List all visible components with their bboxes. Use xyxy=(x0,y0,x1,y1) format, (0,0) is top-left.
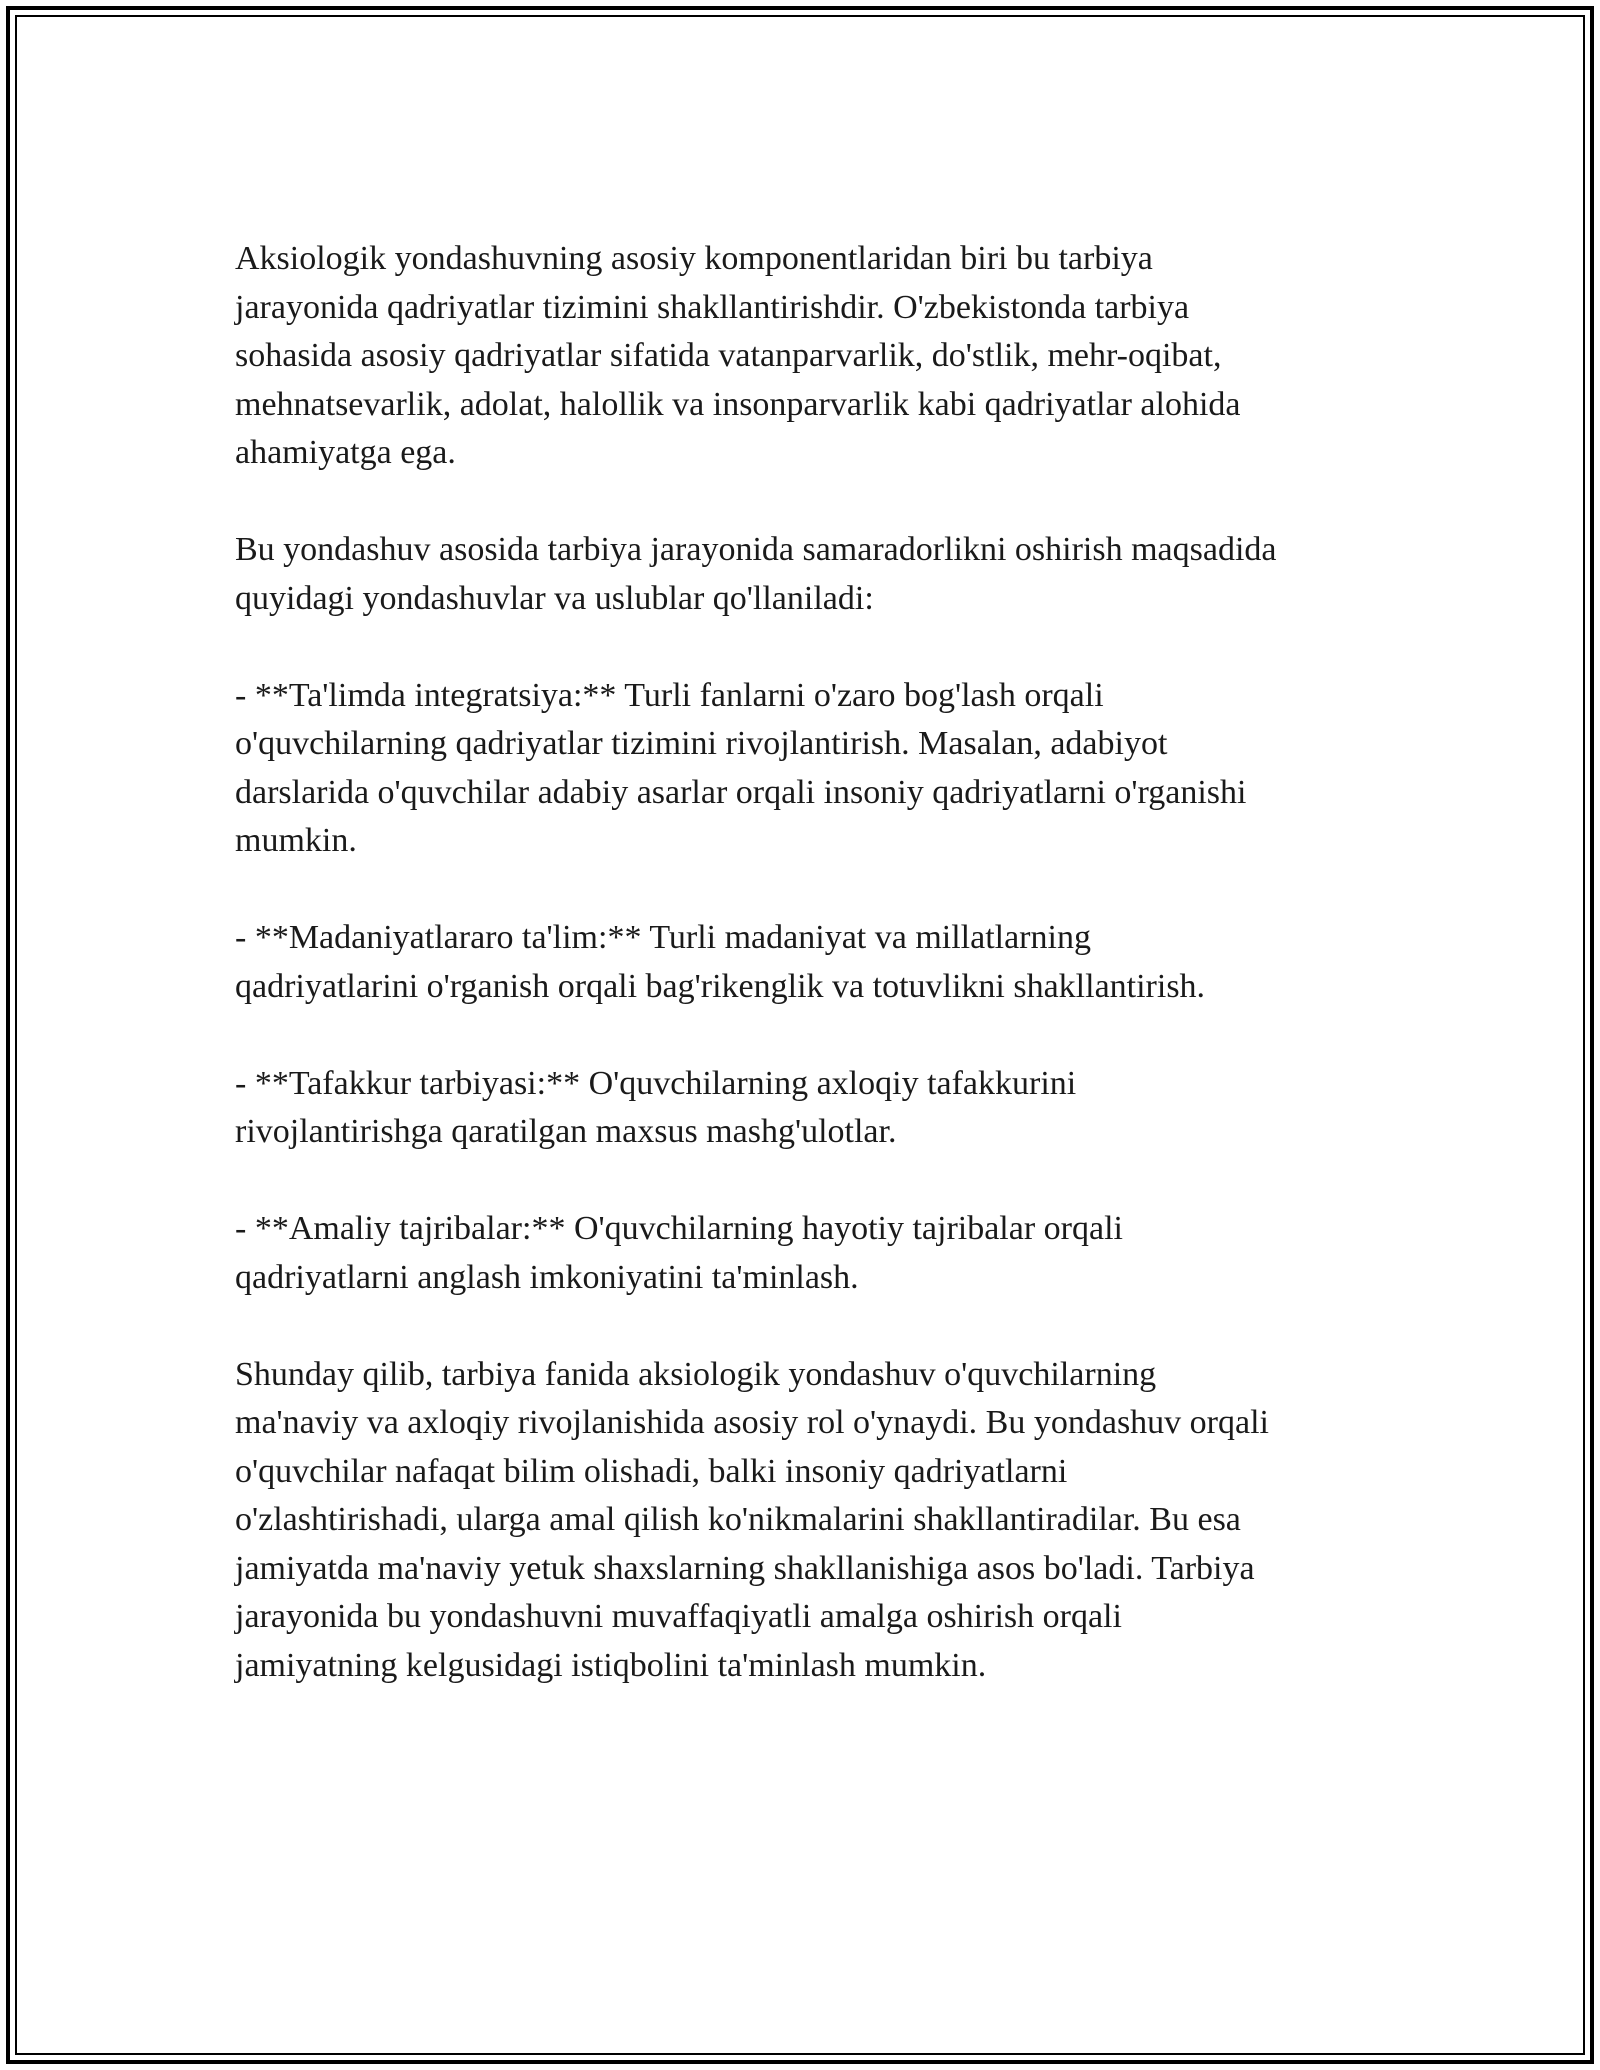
paragraph-approaches-lead: Bu yondashuv asosida tarbiya jarayonida samaradorlikni oshirish maqsadida quyidagi yondashuvlar va uslublar qo'llaniladi: xyxy=(235,531,1277,617)
list-item-integration: - **Ta'limda integratsiya:** Turli fanlarni o'zaro bog'lash orqali o'quvchilarning qadriyatlar tizimini rivojlantirish. Masalan, adabiyot darslarida o'quvchilar adabiy asarlar orqali insoniy qadriyatlarni o'rganishi mumkin. xyxy=(235,676,1247,859)
list-item-intercultural: - **Madaniyatlararo ta'lim:** Turli madaniyat va millatlarning qadriyatlarini o'rganish orqali bag'rikenglik va totuvlikni shakllantirish. xyxy=(235,919,1206,1005)
paragraph-intro: Aksiologik yondashuvning asosiy komponentlaridan biri bu tarbiya jarayonida qadriyatlar tizimini shakllantirishdir. O'zbekistonda tarbiya sohasida asosiy qadriyatlar sifatida vatanparvarlik, do'stlik, mehr-oqibat, mehnatsevarlik, adolat, halollik va insonparvarlik kabi qadriyatlar alohida ahamiyatga ega. xyxy=(235,240,1241,471)
list-item-thinking: - **Tafakkur tarbiyasi:** O'quvchilarning axloqiy tafakkurini rivojlantirishga qaratilgan maxsus mashg'ulotlar. xyxy=(235,1064,1077,1150)
paragraph-conclusion: Shunday qilib, tarbiya fanida aksiologik yondashuv o'quvchilarning ma'naviy va axloqiy rivojlanishida asosiy rol o'ynaydi. Bu yondashuv orqali o'quvchilar nafaqat bilim olishadi, balki insoniy qadriyatlarni o'zlashtirishadi, ularga amal qilish ko'nikmalarini shakllantiradilar. Bu esa jamiyatda ma'naviy yetuk shaxslarning shakllanishiga asos bo'ladi. Tarbiya jarayonida bu yondashuvni muvaffaqiyatli amalga oshirish orqali jamiyatning kelgusidagi istiqbolini ta'minlash mumkin. xyxy=(235,1355,1269,1684)
document-body xyxy=(235,235,1395,1739)
list-item-practical: - **Amaliy tajribalar:** O'quvchilarning hayotiy tajribalar orqali qadriyatlarni anglash imkoniyatini ta'minlash. xyxy=(235,1210,1123,1296)
